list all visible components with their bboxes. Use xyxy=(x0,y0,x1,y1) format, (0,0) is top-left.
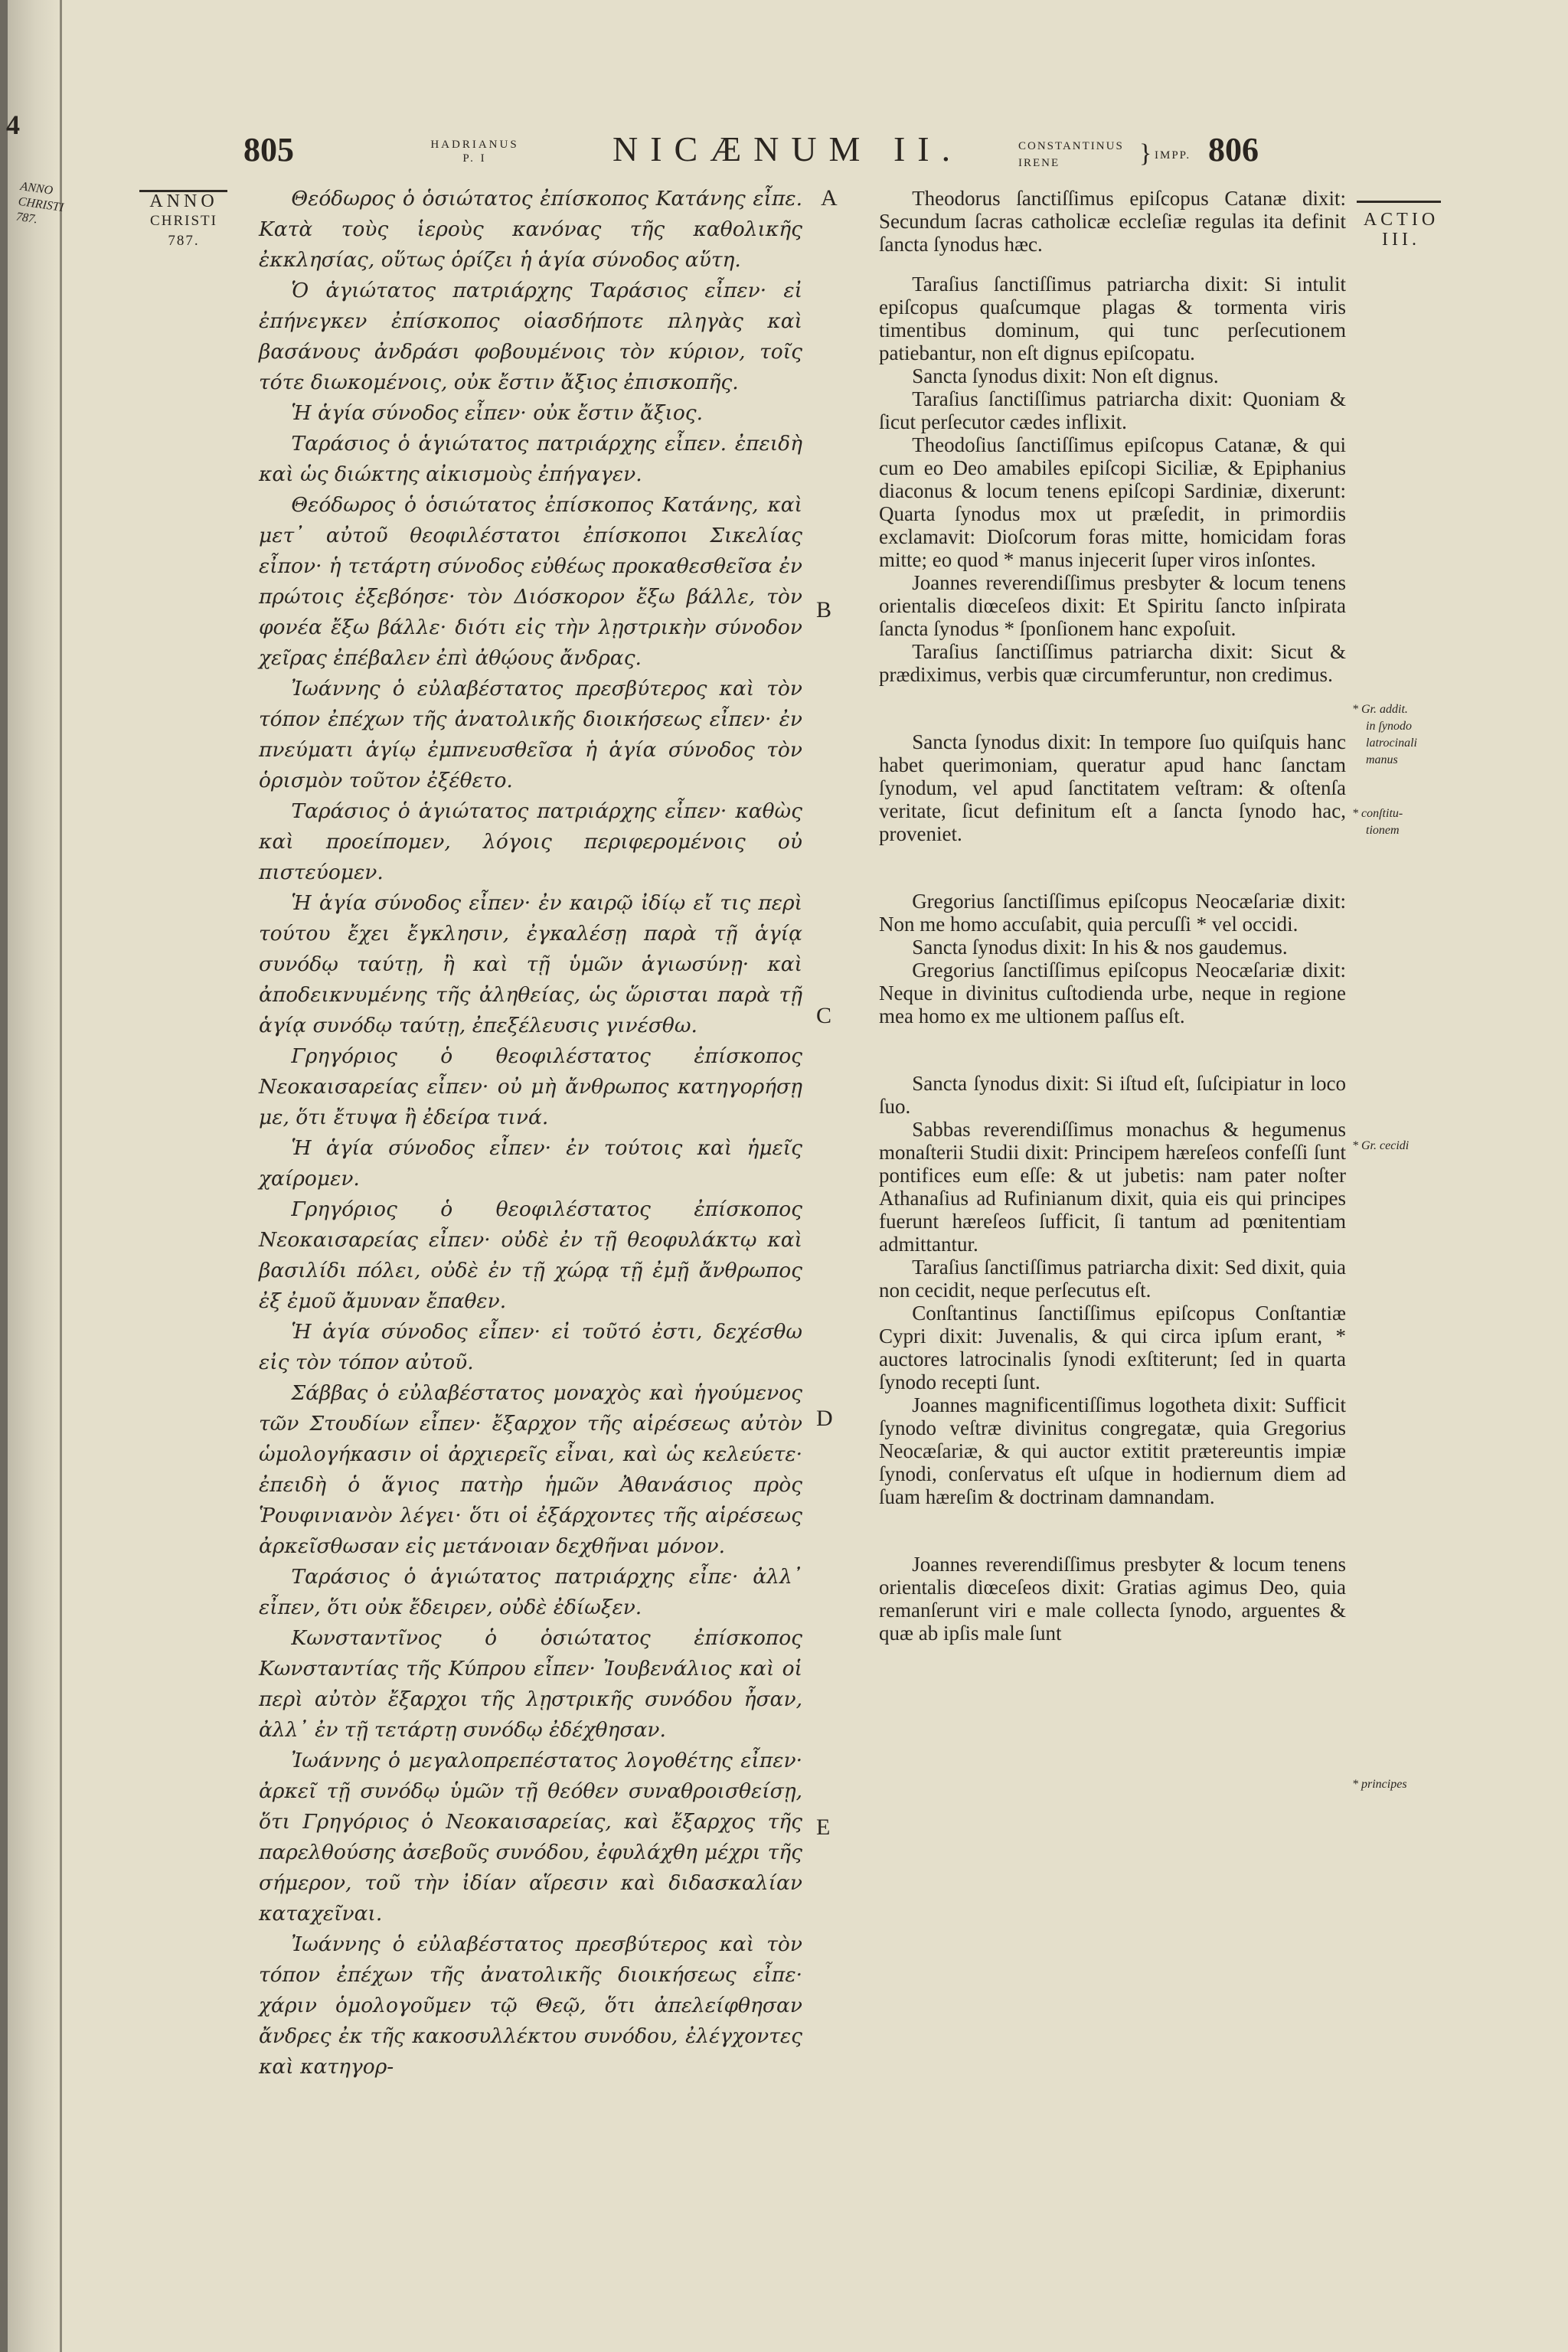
marginal-note xyxy=(1352,1138,1475,1155)
christi-label: CHRISTI xyxy=(150,213,217,229)
greek-paragraph: Θεόδωρος ὁ ὁσιώτατος ἐπίσκοπος Κατάνης εἶπε. Κατὰ τοὺς ἱεροὺς κανόνας τῆς καθολικῆς ἐκκλησίας, οὕτως ὁρίζει ἡ ἁγία σύνοδος αὕτη. xyxy=(259,187,802,272)
greek-column xyxy=(259,184,802,2082)
greek-paragraph: Γρηγόριος ὁ θεοφιλέστατος ἐπίσκοπος Νεοκαισαρείας εἶπεν· οὐδὲ ἐν τῇ θεοφυλάκτῳ καὶ βασιλίδι πόλει, οὐδὲ ἐν τῇ χώρᾳ τῇ ἐμῇ ἄνθρωπος ἐξ ἐμοῦ ἄμυναν ἔπαθεν. xyxy=(259,1197,802,1313)
note-mark: * principes xyxy=(1352,1778,1407,1791)
edge-page-number: 4 xyxy=(6,109,20,140)
greek-paragraph: Ἰωάννης ὁ εὐλαβέστατος πρεσβύτερος καὶ τὸν τόπον ἐπέχων τῆς ἀνατολικῆς διοικήσεως εἶπεν· ἐν πνεύματι ἁγίῳ ἐμπνευσθεῖσα ἡ ἁγία σύνοδος τὸν ὁρισμὸν τοῦτον ἐξέθετο. xyxy=(259,677,802,792)
header-emperors xyxy=(1018,138,1124,172)
greek-paragraph: Ταράσιος ὁ ἁγιώτατος πατριάρχης εἶπεν. ἐπειδὴ καὶ ὡς διώκτης αἰκισμοὺς ἐπήγαγεν. xyxy=(259,432,802,486)
latin-paragraph: Sabbas reverendiſſimus monachus & hegumenus monaſterii Studii dixit: Principem hæreſeos confeſſi ſunt pontifices eum eſſe: & ut jubetis: nam pater noſter Athanaſius ad Rufinianum dixit, quia eis qui principes fuerunt hæreſeos ſufficit, ſi tantum ad pœnitentiam admittantur. xyxy=(879,1118,1346,1256)
section-marker-a: A xyxy=(821,185,838,211)
latin-paragraph: Joannes reverendiſſimus presbyter & locum tenens orientalis diœceſeos dixit: Et Spiritu ſancto inſpirata ſancta ſynodus * ſponſionem hanc expoſuit. xyxy=(879,571,1346,640)
section-marker-b: B xyxy=(816,597,832,622)
latin-paragraph: Taraſius ſanctiſſimus patriarcha dixit: Sicut & prædiximus, verbis quæ circumferuntur, non credimus. xyxy=(879,640,1346,686)
anno-label: ANNO xyxy=(149,191,218,211)
greek-paragraph: Ἡ ἁγία σύνοδος εἶπεν· οὐκ ἔστιν ἄξιος. xyxy=(291,401,704,425)
brace-glyph: } xyxy=(1139,139,1152,168)
header-emperor: CONSTANTINUS xyxy=(1018,140,1124,152)
marginal-note xyxy=(1352,701,1467,769)
latin-paragraph: Joannes magnificentiſſimus logotheta dixit: Sufficit ſynodo veſtræ divinitus congregatæ, quia Gregorius Neocæſariæ, & qui auctor extitit prætereuntis impiæ ſynodi, conſervatus eſt uſque in hodiernum diem ad ſuam hæreſim & doctrinam damnandam. xyxy=(879,1393,1346,1508)
header-pope-name: HADRIANUS xyxy=(430,139,519,151)
note-line: manus xyxy=(1366,753,1398,766)
note-mark: * Gr. addit. xyxy=(1352,703,1408,716)
section-marker-e: E xyxy=(816,1815,831,1840)
greek-paragraph: Ἰωάννης ὁ μεγαλοπρεπέστατος λογοθέτης εἶπεν· ἀρκεῖ τῇ συνόδῳ ὑμῶν τῇ θεόθεν συναθροισθείσῃ, ὅτι Γρηγόριος ὁ Νεοκαισαρείας, καὶ ἔξαρχος τῆς παρελθούσης ἀσεβοῦς συνόδου, ἐφυλάχθη μέχρι τῆς σήμερον, τοῦ τὴν ἰδίαν αἵρεσιν καὶ διδασκαλίαν καταχεῖναι. xyxy=(259,1749,802,1926)
greek-paragraph: Σάββας ὁ εὐλαβέστατος μοναχὸς καὶ ἡγούμενος τῶν Στουδίων εἶπεν· ἔξαρχον τῆς αἱρέσεως αὐτὸν ὡμολογήκασιν οἱ ἀρχιερεῖς εἶναι, καὶ ὡς κελεύετε· ἐπειδὴ ὁ ἅγιος πατὴρ ἡμῶν Ἀθανάσιος πρὸς Ῥουφινιανὸν λέγει· ὅτι οἱ ἐξάρχοντες τῆς αἱρέσεως ἀρκεῖσθωσαν εἰς μετάνοιαν δεχθῆναι μόνον. xyxy=(259,1381,802,1558)
section-marker-d: D xyxy=(816,1406,833,1431)
edge-line: 787. xyxy=(15,210,39,227)
edge-line: ANNO xyxy=(19,179,54,198)
greek-paragraph: Ἡ ἁγία σύνοδος εἶπεν· ἐν τούτοις καὶ ἡμεῖς χαίρομεν. xyxy=(259,1136,802,1191)
note-line: in ſynodo xyxy=(1366,720,1412,733)
greek-paragraph: Ταράσιος ὁ ἁγιώτατος πατριάρχης εἶπεν· καθὼς καὶ προείπομεν, λόγοις περιφερομένοις οὐ πιστεύομεν. xyxy=(259,799,802,884)
latin-paragraph: Sancta ſynodus dixit: Si iſtud eſt, ſuſcipiatur in loco ſuo. xyxy=(879,1072,1346,1118)
edge-line: CHRISTI xyxy=(17,194,65,214)
greek-paragraph: Ὁ ἁγιώτατος πατριάρχης Ταράσιος εἶπεν· εἰ ἐπήνεγκεν ἐπίσκοπος οἱασδήποτε πληγὰς καὶ βασάνους ἀνδράσι φοβουμένοις τὸν κύριον, τοῖς τότε διωκομένοις, οὐκ ἔστιν ἄξιος ἐπισκοπῆς. xyxy=(259,279,802,394)
actio-label: ACTIO xyxy=(1363,210,1439,230)
latin-paragraph: Taraſius ſanctiſſimus patriarcha dixit: Si intulit epiſcopus quaſcumque plagas & tormenta viris timentibus dominum, qui tunc perſecutionem patiebantur, non eſt dignus epiſcopatu. xyxy=(879,273,1346,364)
latin-paragraph: Joannes reverendiſſimus presbyter & locum tenens orientalis diœceſeos dixit: Gratias agimus Deo, quia remanſerunt viri e male collecta ſynodo, arguentes & quæ ab ipſis male ſunt xyxy=(879,1553,1346,1645)
actio-margin xyxy=(1351,210,1451,250)
header-pope-number: P. I xyxy=(462,152,487,165)
left-page-number: 805 xyxy=(243,131,294,168)
edge-margin xyxy=(15,179,67,231)
latin-paragraph: Taraſius ſanctiſſimus patriarcha dixit: Quoniam & ſicut perſecutor cædes inflixit. xyxy=(879,387,1346,433)
header-pope xyxy=(406,138,544,165)
section-marker-c: C xyxy=(816,1003,832,1028)
header-impp: IMPP. xyxy=(1155,149,1191,162)
greek-paragraph: Ἰωάννης ὁ εὐλαβέστατος πρεσβύτερος καὶ τὸν τόπον ἐπέχων τῆς ἀνατολικῆς διοικήσεως εἶπε· χάριν ὁμολογοῦμεν τῷ Θεῷ, ὅτι ἀπελείφθησαν ἄνδρες ἐκ τῆς κακοσυλλέκτου συνόδου, ἐλέγχοντες καὶ κατηγορ- xyxy=(259,1932,802,2079)
note-mark: * Gr. cecidi xyxy=(1352,1139,1410,1152)
margin-rule-right xyxy=(1357,201,1441,203)
latin-paragraph: Taraſius ſanctiſſimus patriarcha dixit: Sed dixit, quia non cecidit, neque perſecutus eſt. xyxy=(879,1256,1346,1302)
marginal-note xyxy=(1352,1776,1475,1793)
latin-paragraph: Theodoſius ſanctiſſimus epiſcopus Catanæ, & qui cum eo Deo amabiles epiſcopi Siciliæ, & Epiphanius diaconus & locum tenens epiſcopi Sardiniæ, dixerunt: Quarta ſynodus mox ut præſedit, in primordiis exclamavit: Dioſcorum foras mitte, homicidam foras mitte; eo quod * manus injecerit ſuper viros inſontes. xyxy=(879,433,1346,571)
marginal-note xyxy=(1352,805,1467,839)
note-mark: * conſtitu- xyxy=(1352,807,1403,820)
latin-column xyxy=(879,187,1346,1645)
greek-paragraph: Ταράσιος ὁ ἁγιώτατος πατριάρχης εἶπε· ἀλλ᾽ εἶπεν, ὅτι οὐκ ἔδειρεν, οὐδὲ ἐδίωξεν. xyxy=(259,1565,802,1619)
greek-paragraph: Κωνσταντῖνος ὁ ὁσιώτατος ἐπίσκοπος Κωνσταντίας τῆς Κύπρου εἶπεν· Ἰουβενάλιος καὶ οἱ περὶ αὐτὸν ἔξαρχοι τῆς λῃστρικῆς συνόδου ἦσαν, ἀλλ᾽ ἐν τῇ τετάρτῃ συνόδῳ ἐδέχθησαν. xyxy=(259,1626,802,1742)
page-title: NICÆNUM II. xyxy=(612,129,963,168)
header-emperor: IRENE xyxy=(1018,157,1060,169)
anno-christi-margin xyxy=(138,191,230,251)
latin-paragraph: Sancta ſynodus dixit: Non eſt dignus. xyxy=(912,364,1219,387)
right-page-number: 806 xyxy=(1208,131,1259,168)
latin-paragraph: Sancta ſynodus dixit: In his & nos gaudemus. xyxy=(912,936,1288,959)
latin-paragraph: Sancta ſynodus dixit: In tempore ſuo quiſquis hanc habet querimoniam, queratur apud hanc ſanctam ſynodum, vel apud ſanctitatem veſtram: & oſtenſa veritate, ſicut definitum eſt a ſancta ſynodo hac, proveniet. xyxy=(879,730,1346,845)
greek-paragraph: Θεόδωρος ὁ ὁσιώτατος ἐπίσκοπος Κατάνης, καὶ μετ᾽ αὐτοῦ θεοφιλέστατοι ἐπίσκοποι Σικελίας εἶπον· ἡ τετάρτη σύνοδος εὐθέως προκαθεσθεῖσα ἐν πρώτοις ἐξεβόησε· τὸν Διόσκορον ἔξω βάλλε, τὸν φονέα ἔξω βάλλε· διότι εἰς τὴν λῃστρικὴν σύνοδον χεῖρας ἐπέβαλεν ἐπὶ ἀθῴους ἄνδρας. xyxy=(259,493,802,670)
latin-paragraph: Theodorus ſanctiſſimus epiſcopus Catanæ dixit: Secundum ſacras catholicæ eccleſiæ regulas ita definit ſancta ſynodus hæc. xyxy=(879,187,1346,256)
note-line: tionem xyxy=(1366,824,1400,837)
latin-paragraph: Gregorius ſanctiſſimus epiſcopus Neocæſariæ dixit: Non me homo accuſabit, quia percuſſi * vel occidi. xyxy=(879,890,1346,936)
note-line: latrocinali xyxy=(1366,737,1417,750)
greek-paragraph: Ἡ ἁγία σύνοδος εἶπεν· ἐν καιρῷ ἰδίῳ εἴ τις περὶ τούτου ἔχει ἔγκλησιν, ἐγκαλέσῃ παρὰ τῇ ἁγίᾳ συνόδῳ ταύτῃ, ἢ καὶ τῇ ὑμῶν ἁγιωσύνῃ· καὶ ἀποδεικνυμένης τῆς ἀληθείας, ὡς ὥρισται παρὰ τῇ ἁγίᾳ συνόδῳ ταύτῃ, ἐπεξέλευσις γινέσθω. xyxy=(259,891,802,1037)
actio-number: III. xyxy=(1382,230,1420,250)
greek-paragraph: Γρηγόριος ὁ θεοφιλέστατος ἐπίσκοπος Νεοκαισαρείας εἶπεν· οὐ μὴ ἄνθρωπος κατηγορήσῃ με, ὅτι ἔτυψα ἢ ἐδείρα τινά. xyxy=(259,1044,802,1129)
year-label: 787. xyxy=(168,233,200,249)
latin-paragraph: Conſtantinus ſanctiſſimus epiſcopus Conſtantiæ Cypri dixit: Juvenalis, & qui circa ipſum erant, * auctores latrocinalis ſynodi exſtiterunt; ſed in quarta ſynodo recepti ſunt. xyxy=(879,1302,1346,1393)
latin-paragraph: Gregorius ſanctiſſimus epiſcopus Neocæſariæ dixit: Neque in divinitus cuſtodienda urbe, neque in regione mea homo ex me ultionem paſſus eſt. xyxy=(879,959,1346,1027)
greek-paragraph: Ἡ ἁγία σύνοδος εἶπεν· εἰ τοῦτό ἐστι, δεχέσθω εἰς τὸν τόπον αὐτοῦ. xyxy=(259,1320,802,1374)
